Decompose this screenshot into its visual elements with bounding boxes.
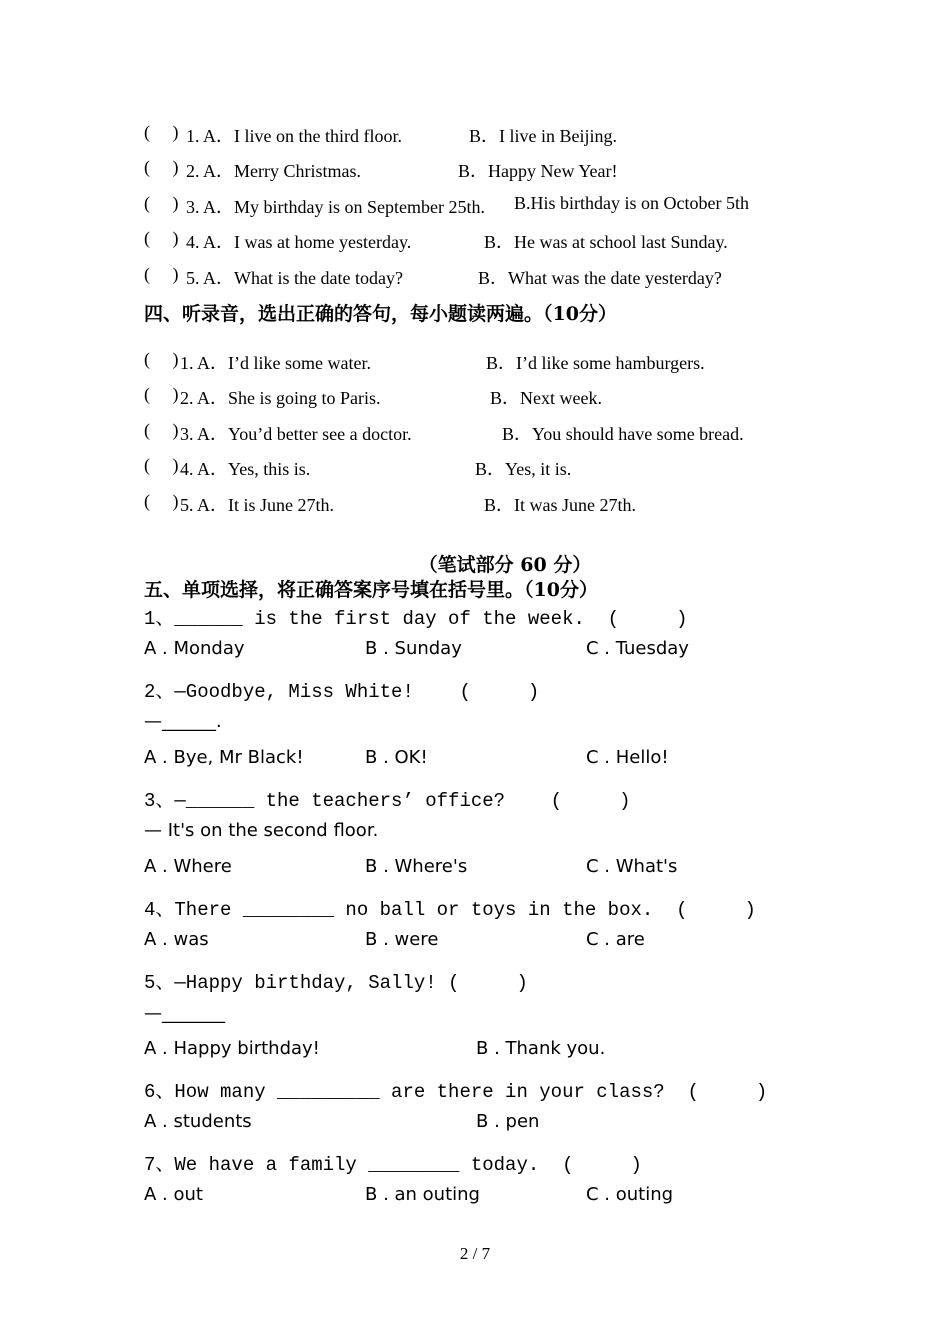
s3-item-3-paren[interactable]: ( ) (144, 193, 179, 213)
s4-item-2-paren[interactable]: ( ) (144, 384, 179, 404)
q1-option-c[interactable]: C . Tuesday (586, 638, 689, 659)
s4-item-5-paren[interactable]: ( ) (144, 491, 179, 511)
page-number: 2 / 7 (459, 1244, 491, 1263)
s3-item-5-option-a: 5. A．What is the date today? (186, 268, 403, 288)
s4-item-5-option-a: 5. A．It is June 27th. (180, 495, 335, 515)
s4-item-1-option-a: 1. A．I’d like some water. (180, 353, 371, 373)
s4-item-4-option-a: 4. A．Yes, this is. (180, 459, 311, 479)
written-part-title: （笔试部分 60 分） (418, 554, 592, 576)
q1-option-a[interactable]: A . Monday (144, 638, 245, 659)
s4-item-2-option-b: B．Next week. (490, 388, 602, 408)
section4-title: 四、听录音，选出正确的答句，每小题读两遍。（10分） (144, 303, 617, 325)
q5-text: 5、—Happy birthday, Sally! ( ) (144, 972, 528, 994)
q3-text: 3、—______ the teachers’ office? ( ) (144, 790, 631, 812)
q1-option-b[interactable]: B . Sunday (365, 638, 462, 659)
s4-item-3-option-b: B．You should have some bread. (502, 424, 744, 444)
s3-item-1-paren[interactable]: ( ) (144, 122, 179, 142)
s3-item-3-option-b: B.His birthday is on October 5th (514, 193, 749, 213)
s4-item-3-paren[interactable]: ( ) (144, 420, 179, 440)
s3-item-4-option-a: 4. A．I was at home yesterday. (186, 232, 412, 252)
q2-option-a[interactable]: A . Bye, Mr Black! (144, 747, 304, 768)
s3-item-5-option-b: B．What was the date yesterday? (478, 268, 722, 288)
q2-option-b[interactable]: B . OK! (365, 747, 428, 768)
s3-item-2-option-a: 2. A．Merry Christmas. (186, 161, 361, 181)
q3-option-a[interactable]: A . Where (144, 856, 232, 877)
q7-option-b[interactable]: B . an outing (365, 1184, 480, 1205)
q2-option-c[interactable]: C . Hello! (586, 747, 669, 768)
q6-text: 6、How many _________ are there in your class? ( ) (144, 1081, 768, 1103)
q4-text: 4、There ________ no ball or toys in the box. ( ) (144, 899, 756, 921)
s3-item-1-option-b: B．I live in Beijing. (469, 126, 617, 146)
q7-option-c[interactable]: C . outing (586, 1184, 674, 1205)
s3-item-4-option-b: B．He was at school last Sunday. (484, 232, 728, 252)
s3-item-2-paren[interactable]: ( ) (144, 157, 179, 177)
q6-option-a[interactable]: A . students (144, 1111, 252, 1132)
q7-option-a[interactable]: A . out (144, 1184, 203, 1205)
q7-text: 7、We have a family ________ today. ( ) (144, 1154, 642, 1176)
s3-item-5-paren[interactable]: ( ) (144, 264, 179, 284)
q5-option-a[interactable]: A . Happy birthday! (144, 1038, 320, 1059)
q4-option-b[interactable]: B . were (365, 929, 439, 950)
s3-item-3-option-a: 3. A．My birthday is on September 25th. (186, 197, 485, 217)
s4-item-5-option-b: B．It was June 27th. (484, 495, 636, 515)
q2-text: 2、—Goodbye, Miss White! ( ) (144, 681, 540, 703)
q3-option-b[interactable]: B . Where's (365, 856, 468, 877)
q6-option-b[interactable]: B . pen (476, 1111, 540, 1132)
s3-item-1-option-a: 1. A．I live on the third floor. (186, 126, 402, 146)
q5-option-b[interactable]: B . Thank you. (476, 1038, 606, 1059)
q4-option-a[interactable]: A . was (144, 929, 209, 950)
s4-item-3-option-a: 3. A．You’d better see a doctor. (180, 424, 412, 444)
q5-answer-blank: —_______ (144, 1003, 225, 1024)
q1-text: 1、______ is the first day of the week. ( ) (144, 608, 688, 630)
s4-item-1-option-b: B．I’d like some hamburgers. (486, 353, 705, 373)
q3-answer: — It's on the second floor. (144, 820, 379, 841)
s4-item-4-paren[interactable]: ( ) (144, 455, 179, 475)
q2-answer-blank: —______. (144, 711, 222, 732)
s4-item-2-option-a: 2. A．She is going to Paris. (180, 388, 381, 408)
s4-item-4-option-b: B．Yes, it is. (475, 459, 572, 479)
section5-title: 五、单项选择，将正确答案序号填在括号里。（10分） (144, 579, 598, 601)
s3-item-4-paren[interactable]: ( ) (144, 228, 179, 248)
s4-item-1-paren[interactable]: ( ) (144, 349, 179, 369)
q3-option-c[interactable]: C . What's (586, 856, 678, 877)
q4-option-c[interactable]: C . are (586, 929, 645, 950)
s3-item-2-option-b: B．Happy New Year! (458, 161, 618, 181)
